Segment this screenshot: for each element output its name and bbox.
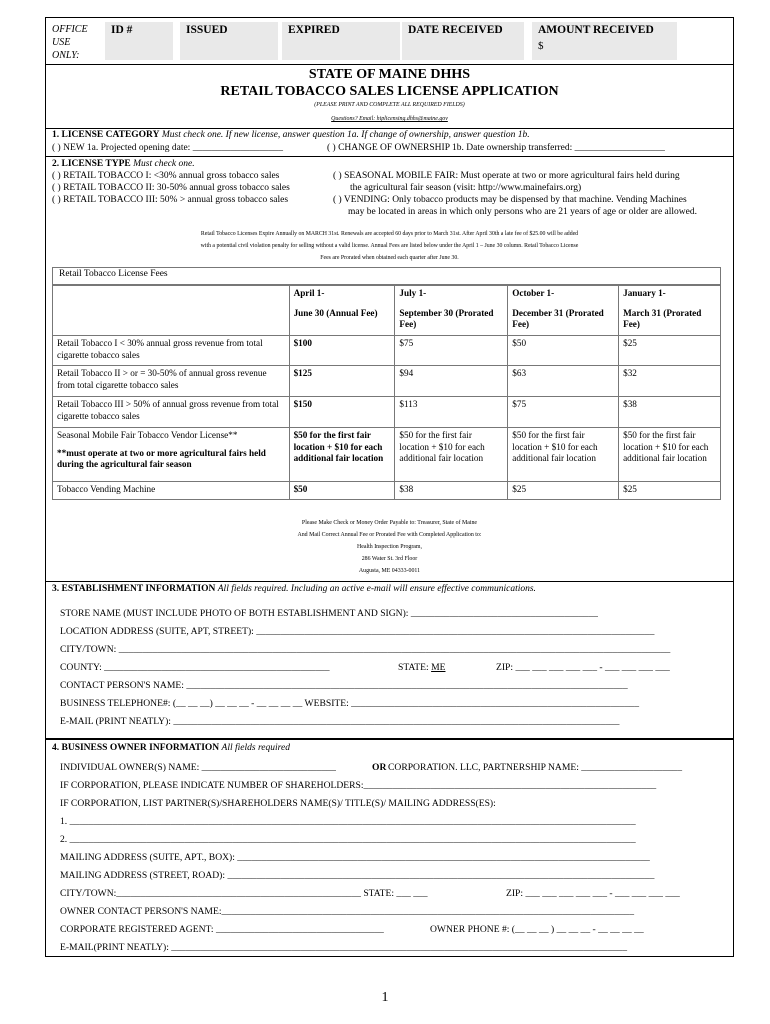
expiration-notice-3: Fees are Prorated when obtained each quarter after June 30. xyxy=(320,255,459,261)
vending-detail: may be located in areas in which only persons who are 21 years of age or older are allowed. xyxy=(348,207,697,217)
fee-row-note: **must operate at two or more agricultural fairs held during the agricultural fair season xyxy=(57,447,266,469)
partner-entry-1[interactable]: 1. ______________________________________________________________________________________________________________________ xyxy=(60,816,636,827)
fee-value: $50 for the first fair location + $10 for each additional fair location xyxy=(395,428,508,482)
fee-value: $94 xyxy=(395,366,508,397)
fees-header-row-bottom xyxy=(53,306,721,336)
office-use-bar xyxy=(46,18,733,65)
table-row xyxy=(53,397,721,428)
fee-col-subheader: March 31 (Prorated Fee) xyxy=(619,306,721,336)
divider xyxy=(46,156,733,157)
shareholders-count-field[interactable]: IF CORPORATION, PLEASE INDICATE NUMBER OF SHAREHOLDERS:_____________________________________________________________ xyxy=(60,780,657,791)
section3-heading-line xyxy=(52,584,536,594)
amount-received-field[interactable] xyxy=(531,22,677,60)
payment-line-5: Augusta, ME 04333-0011 xyxy=(358,568,421,574)
new-license-option[interactable]: ( ) NEW 1a. Projected opening date: ___________________ xyxy=(52,143,283,153)
fee-value: $125 xyxy=(289,366,395,397)
seasonal-detail: the agricultural fair season (visit: http://www.mainefairs.org) xyxy=(350,183,582,193)
contact-name-field[interactable]: CONTACT PERSON'S NAME: ____________________________________________________________________________________________ xyxy=(60,680,628,691)
fee-value: $63 xyxy=(508,366,619,397)
partners-label: IF CORPORATION, LIST PARTNER(S)/SHAREHOLDERS NAME(S)/ TITLE(S)/ MAILING ADDRESS(ES): xyxy=(60,798,496,809)
fee-col-header: January 1- xyxy=(619,286,721,306)
fee-row-label: Tobacco Vending Machine xyxy=(53,482,290,500)
issued-header: ISSUED xyxy=(186,24,228,36)
mailing-street-field[interactable]: MAILING ADDRESS (STREET, ROAD): _________________________________________________________________________________________ xyxy=(60,870,655,881)
fee-row-label: Retail Tobacco III > 50% of annual gross revenue from total cigarette tobacco sales xyxy=(53,397,290,428)
county-field[interactable]: COUNTY: _______________________________________________ xyxy=(60,662,330,673)
fee-value: $50 for the first fair location + $10 for each additional fair location xyxy=(508,428,619,482)
expired-field[interactable] xyxy=(281,22,400,60)
amount-symbol: $ xyxy=(538,40,544,52)
office-use-label: OFFICE USE ONLY: xyxy=(52,24,88,61)
zip-field[interactable]: ZIP: ___ ___ ___ ___ ___ - ___ ___ ___ ___ xyxy=(496,662,670,673)
section4-note: All fields required xyxy=(221,743,290,753)
corporation-name-field[interactable]: CORPORATION. LLC, PARTNERSHIP NAME: _____________________ xyxy=(388,762,683,773)
table-row xyxy=(53,336,721,366)
section2-heading-line xyxy=(52,159,195,169)
fee-value: $50 for the first fair location + $10 for each additional fair location xyxy=(289,428,395,482)
fee-value: $150 xyxy=(289,397,395,428)
license-type-option-retail-3[interactable]: ( ) RETAIL TOBACCO III: 50% > annual gross tobacco sales xyxy=(52,195,289,205)
page-number: 1 xyxy=(381,990,389,1005)
id-field[interactable] xyxy=(104,22,173,60)
owner-phone-field[interactable]: OWNER PHONE #: (__ __ __ ) __ __ __ - __ __ __ __ xyxy=(430,924,644,935)
fee-col-header: October 1- xyxy=(508,286,619,306)
fee-row-label: Retail Tobacco II > or = 30-50% of annual gross revenue from total cigarette tobacco sales xyxy=(53,366,290,397)
fee-value: $50 xyxy=(289,482,395,500)
table-row xyxy=(53,366,721,397)
section1-note: Must check one. If new license, answer question 1a. If change of ownership, answer question 1b. xyxy=(161,130,530,140)
owner-city-state-field[interactable]: CITY/TOWN:___________________________________________________ STATE: ___ ___ xyxy=(60,888,428,899)
payment-line-2: And Mail Correct Annual Fee or Prorated Fee with Completed Application to: xyxy=(297,532,482,538)
table-row xyxy=(53,428,721,482)
individual-owner-field[interactable]: INDIVIDUAL OWNER(S) NAME: ____________________________ xyxy=(60,762,336,773)
section1-heading: 1. LICENSE CATEGORY xyxy=(52,130,160,140)
fees-header-row-top xyxy=(53,286,721,306)
state-value: ME xyxy=(431,662,446,673)
license-type-option-retail-1[interactable]: ( ) RETAIL TOBACCO I: <30% annual gross tobacco sales xyxy=(52,171,280,181)
section3-heading: 3. ESTABLISHMENT INFORMATION xyxy=(52,584,216,594)
email-field[interactable]: E-MAIL (PRINT NEATLY): _____________________________________________________________________________________________ xyxy=(60,716,620,727)
date-received-header: DATE RECEIVED xyxy=(408,24,503,36)
payment-line-3: Health Inspection Program, xyxy=(357,544,422,550)
owner-zip-field[interactable]: ZIP: ___ ___ ___ ___ ___ - ___ ___ ___ ___ xyxy=(506,888,680,899)
section4-heading: 4. BUSINESS OWNER INFORMATION xyxy=(52,743,220,753)
payment-line-4: 286 Water St. 3rd Floor xyxy=(361,556,418,562)
partner-entry-2[interactable]: 2. ______________________________________________________________________________________________________________________ xyxy=(60,834,636,845)
fee-value: $50 xyxy=(508,336,619,366)
state-label: STATE: xyxy=(398,662,429,673)
divider xyxy=(46,128,733,129)
fee-row-label: Seasonal Mobile Fair Tobacco Vendor License** xyxy=(57,430,238,440)
fee-value: $113 xyxy=(395,397,508,428)
fee-value: $75 xyxy=(508,397,619,428)
fee-value: $32 xyxy=(619,366,721,397)
store-name-field[interactable]: STORE NAME (MUST INCLUDE PHOTO OF BOTH ESTABLISHMENT AND SIGN): _______________________________________ xyxy=(60,608,598,619)
fee-col-header: July 1- xyxy=(395,286,508,306)
fee-value: $50 for the first fair location + $10 for each additional fair location xyxy=(619,428,721,482)
fee-col-subheader: September 30 (Prorated Fee) xyxy=(395,306,508,336)
questions-email: Questions? Email: hiplicensing.dhhs@maine.gov xyxy=(331,116,448,122)
mailing-box-field[interactable]: MAILING ADDRESS (SUITE, APT., BOX): ______________________________________________________________________________________ xyxy=(60,852,650,863)
fee-value: $25 xyxy=(619,482,721,500)
license-type-option-seasonal[interactable]: ( ) SEASONAL MOBILE FAIR: Must operate at two or more agricultural fairs held during xyxy=(333,171,680,181)
location-address-field[interactable]: LOCATION ADDRESS (SUITE, APT, STREET): ___________________________________________________________________________________ xyxy=(60,626,655,637)
table-row xyxy=(53,482,721,500)
fees-table xyxy=(52,285,721,500)
section3-note: All fields required. Including an active e-mail will ensure effective communications. xyxy=(217,584,536,594)
owner-email-field[interactable]: E-MAIL(PRINT NEATLY): _______________________________________________________________________________________________ xyxy=(60,942,628,953)
fee-row-label-cell xyxy=(53,428,290,482)
fee-value: $25 xyxy=(508,482,619,500)
fee-col-header: April 1- xyxy=(289,286,395,306)
section2-note: Must check one. xyxy=(133,159,195,169)
state-field xyxy=(398,662,445,673)
fee-value: $25 xyxy=(619,336,721,366)
owner-contact-field[interactable]: OWNER CONTACT PERSON'S NAME:______________________________________________________________________________________ xyxy=(60,906,635,917)
license-type-option-vending[interactable]: ( ) VENDING: Only tobacco products may be dispensed by that machine. Vending Machines xyxy=(333,195,687,205)
section2-heading: 2. LICENSE TYPE xyxy=(52,159,131,169)
business-phone-field[interactable]: BUSINESS TELEPHONE#: (__ __ __) __ __ __ - __ __ __ __ WEBSITE: ____________________________________________________________ xyxy=(60,698,639,709)
section1-heading-line xyxy=(52,130,530,140)
agency-title: STATE OF MAINE DHHS xyxy=(308,67,471,82)
amount-received-header: AMOUNT RECEIVED xyxy=(538,24,654,36)
fee-value: $38 xyxy=(619,397,721,428)
instructions: (PLEASE PRINT AND COMPLETE ALL REQUIRED FIELDS) xyxy=(314,102,465,108)
expiration-notice-2: with a potential civil violation penalty for selling without a valid license. Annual Fees are listed below under the April 1 – June 30 column. Retail Tobacco License xyxy=(200,243,579,249)
section4-heading-line xyxy=(52,743,290,753)
fee-value: $100 xyxy=(289,336,395,366)
fees-title: Retail Tobacco License Fees xyxy=(52,267,721,285)
registered-agent-field[interactable]: CORPORATE REGISTERED AGENT: ___________________________________ xyxy=(60,924,384,935)
form-frame xyxy=(45,17,734,957)
fee-row-label: Retail Tobacco I < 30% annual gross revenue from total cigarette tobacco sales xyxy=(53,336,290,366)
city-field[interactable]: CITY/TOWN: ___________________________________________________________________________________________________________________ xyxy=(60,644,671,655)
expiration-notice-1: Retail Tobacco Licenses Expire Annually on MARCH 31st. Renewals are accepted 60 days prior to March 31st. After April 30th a late fee of $25.00 will be added xyxy=(200,231,579,237)
expired-header: EXPIRED xyxy=(288,24,340,36)
fee-value: $75 xyxy=(395,336,508,366)
fee-value: $38 xyxy=(395,482,508,500)
or-label: OR xyxy=(372,762,387,773)
divider xyxy=(46,581,733,582)
issued-field[interactable] xyxy=(179,22,278,60)
fee-col-subheader: December 31 (Prorated Fee) xyxy=(508,306,619,336)
change-ownership-option[interactable]: ( ) CHANGE OF OWNERSHIP 1b. Date ownership transferred: ___________________ xyxy=(327,143,665,153)
form-title: RETAIL TOBACCO SALES LICENSE APPLICATION xyxy=(220,84,559,99)
id-header: ID # xyxy=(111,24,133,36)
fee-col-subheader: June 30 (Annual Fee) xyxy=(289,306,395,336)
divider xyxy=(46,738,733,740)
license-type-option-retail-2[interactable]: ( ) RETAIL TOBACCO II: 30-50% annual gross tobacco sales xyxy=(52,183,290,193)
date-received-field[interactable] xyxy=(401,22,524,60)
payment-line-1: Please Make Check or Money Order Payable to: Treasurer, State of Maine xyxy=(301,520,478,526)
